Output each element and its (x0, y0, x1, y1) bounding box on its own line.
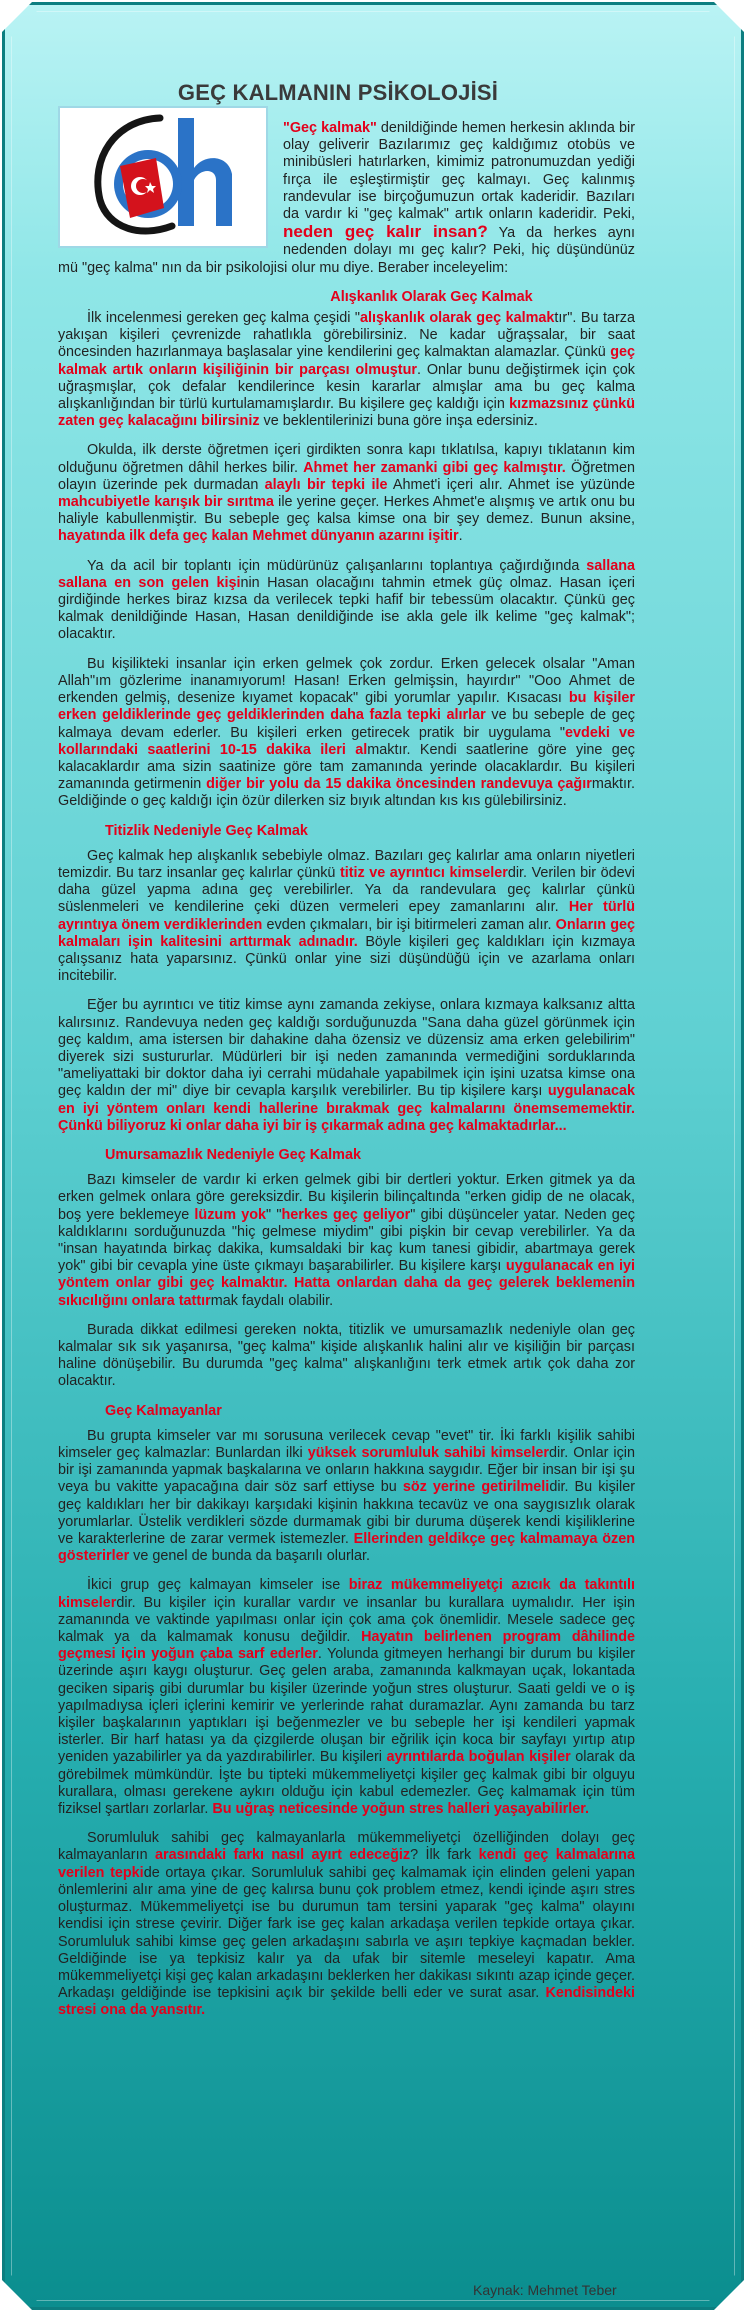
t: Okulda, ilk derste öğretmen içeri girdikten sonra kapı tıklatılsa, kapıyı tıklatanın kim olduğunu öğretmen dâhil herkes bilir. (58, 442, 635, 476)
intro-text-2: Ya da herkes aynı nedenden dolayı mı geç kalır? Peki, hiç düşündünüz mü "geç kalma" nın da bir psikolojisi olur mu diye. Beraber inceleyelim: (58, 225, 635, 276)
section-heading-meticulous: Titizlik Nedeniyle Geç Kalmak (105, 822, 308, 839)
never-late-paragraph-2 (58, 1577, 635, 1818)
t: Eğer bu ayrıntıcı ve titiz kimse aynı zamanda zekiyse, onlara kızmaya kalksanız altta kalırsınız. Randevuya neden geç kaldığı sorduğunuzda "Sana daha güzel görünmek için geç kaldım, ama istersen bir dahakine daha özensiz ve düzensiz ama erken gelebilirim" diyerek sizi susturu​rlar. Müdürleri bir işi neden zamanında vermediğini sorduklarında "ameliyattaki bir doktor daha iyi cerrahi müdahale yapabilmek için işini uzatsa kimse ona geç kaldın der mi" diye bir cevapla karşılık verebilirler. Bu tip kişilere karşı (58, 997, 635, 1100)
hl: diğer bir yolu da 15 dakika öncesinden randevuya çağır (206, 776, 592, 793)
t: Ahmet'i içeri alır. Ahmet ise yüzünde (387, 476, 635, 493)
t: nin Hasan olacağını tahmin etmek güç olmaz. Hasan içeri girdiğinde herkes biraz kızsa da verilecek tepki hafif bir tebessüm olacaktır. Çünkü geç kalmak denildiğinde Hasan, Hasan denildiğinde ise akla gele ilk kelime "geç kalmak"; olacaktır. (58, 574, 635, 643)
t: dir. Verilen bir ödevi daha güzel yapma adına geç verebilirler. Ya da randevulara geç kalırlar çünkü süslenmeleri ve kendilerine çeki düzen vermeleri epey zamanlarını alır. (58, 864, 635, 916)
hl: titiz ve ayrıntıcı kimseler (339, 864, 508, 881)
hl: Hayatın belirlenen program dâhilinde geçmesi için yoğun çaba sarf ederler (58, 1629, 635, 1663)
hl: arasındaki farkı nasıl ayırt edeceğiz (154, 1847, 411, 1864)
habit-paragraph-2 (58, 442, 635, 545)
hl: Ahmet her zamanki gibi geç kalmıştır. (303, 459, 566, 476)
t: İkici grup geç kalmayan kimseler ise (87, 1577, 349, 1594)
hl: kızmazsınız çünkü zaten geç kalacağını bilirsiniz (58, 396, 635, 430)
t: mak faydalı olabilir. (210, 1292, 334, 1309)
t: . (458, 528, 463, 545)
intro-question: neden geç kalır insan? (283, 222, 488, 242)
hl: hayatında ilk defa geç kalan Mehmet dünyanın azarını işitir (58, 528, 459, 545)
hl: Ellerinden geldikçe geç kalmamaya özen gösterirler (58, 1531, 635, 1565)
habit-paragraph-4 (58, 656, 635, 811)
meticulous-paragraph-2 (58, 997, 635, 1135)
t: " " (266, 1206, 282, 1223)
habit-paragraph-3 (58, 558, 635, 644)
t: dir. Bu kişiler için kurallar vardır ve insanlar bu kurallara uymalıdır. Her işin zamanında ve vaktinde yapılması onlar için çok ama çok önemlidir. Mesele sadece geç kalmak ya da kalmamak konusu değildir. (58, 1594, 635, 1646)
indifference-paragraph-1 (58, 1172, 635, 1310)
t: ve beklentilerinizi buna göre inşa edersiniz. (259, 413, 538, 430)
t: Sorumluluk sahibi geç kalmayanlarla mükemmeliyetçi özelliğinden dolayı geç kalmayanların (58, 1830, 635, 1864)
hl: söz yerine getirilmeli (402, 1479, 550, 1496)
meticulous-paragraph-1 (58, 848, 635, 986)
t: Bu kişilikteki insanlar için erken gelmek çok zordur. Erken gelecek olsalar "Aman Allah"ım gözlerime inanamıyorum! Hasan! Erken gelmişsin, hayırdır" "Ooo Ahmet de erkenden gelmiş, desenize kıyamet kopacak" gibi yorumlar yapılır. Kısacası (58, 655, 635, 707)
section-heading-indifference: Umursamazlık Nedeniyle Geç Kalmak (105, 1146, 361, 1163)
t: de ortaya çıkar. Sorumluluk sahibi geç kalmamak için elinden geleni yapan önlemlerini alır ama yine de geç kalırsa bunu çok problem etmez, kendi içinde aşırı stres oluşturmaz. Mükemmeliyetçi ise bu durumun tam tersini yaparak "geç kalma" olayını kendisi için strese çevirir. Diğer fark ise geç kalan arkadaşa verilen tepkide ortaya çıkar. Sorumluluk sahibi kimse geç gelen arkadaşını sabırla ve aşırı tepkiye kaçmadan bekler. Geldiğinde ise ya tepkisiz kalır ya da ufak bir sitemle meseleyi kapatır. Ama mükemmeliyetçi kişi geç kalan arkadaşını beklerken her dakikası sıkıntı azap içinde geçer. Arkadaşı geldiğinde ise tepkisini açık bir şekilde belli eder ve surat asar. (58, 1864, 635, 2002)
never-late-paragraph-1 (58, 1428, 635, 1566)
t: ve genel de bunda da başarılı olurlar. (129, 1548, 370, 1565)
t: maktır. Kendi saatlerine göre yine geç kalacaklardır ama sizin saatinize göre tam zamanında yerinde olacaklardır. Bu kişileri zamanında getirmenin (58, 741, 635, 793)
hl: Onların geç kalmaları işin kalitesini arttırmak adınadır. (58, 916, 636, 950)
article-body (58, 120, 635, 2032)
hl: uygulanacak en iyi yöntem onlar gibi geç kalmaktır. Hatta onlardan daha da geç gelerek beklemenin sıkıcılığını onlara tattır (58, 1258, 635, 1309)
t: Ya da acil bir toplantı için müdürünüz çalışanlarını toplantıya çağırdığında (87, 557, 587, 574)
t: . Onlar bunu değiştirmek için çok uğraşmışlar, çok defalar kendilerince kesin kararlar almışlar ama bu geç kalma alışkanlığından bir türlü kurtulamamışlardır. Bu kişilere geç kaldığı için (58, 361, 635, 413)
hl: uygulanacak en iyi yöntem onları kendi hallerine bırakmak geç kalmalarını önemsememektir. Çünkü biliyoruz ki onlar daha iyi bir iş çıkarmak adına geç kalmaktadırlar... (58, 1083, 635, 1134)
hl: Kendisindeki stresi ona da yansıtır. (58, 1985, 635, 2019)
hl: lüzum yok (194, 1206, 266, 1223)
t: olarak da görebilmek mümkündür. İşte bu tipteki mükemmeliyetçi kişiler geç kalmak gibi bir olguyu kurallara, olması gerekene aykırı olduğu için kabul edemezler. Geç kalmamak için tüm fiziksel şartları zorlarlar. (58, 1749, 635, 1818)
hl: bu kişiler erken geldiklerinde geç geldiklerinden daha fazla tepki alırlar (58, 690, 635, 724)
hl: alaylı bir tepki ile (264, 476, 388, 493)
t: Öğretmen olayın üzerinde pek durmadan (58, 459, 635, 493)
hl: ayrıntılarda boğulan kişiler (386, 1749, 571, 1766)
hl: yüksek sorumluluk sahibi kimseler (307, 1445, 550, 1462)
t: tır". Bu tarza yakışan kişileri çevrenizde rahatlıkla görebilirsiniz. Ne kadar uğraşsalar, bir saat öncesinden hazırlanmaya başlasalar yine kendilerini geç kalmaktan alamazlar. Çünkü (58, 310, 635, 361)
indifference-paragraph-2: Burada dikkat edilmesi gereken nokta, titizlik ve umursamazlık nedeniyle olan geç kalmalar sık sık yaşanırsa, "geç kalma" kişide alışkanlık halini alır ve kişiliğin bir parçası haline dönüşebilir. Bu durumda "geç kalma" alışkanlığını terk etmek artık çok daha zor olacaktır. (58, 1321, 635, 1390)
section-heading-habit: Alışkanlık Olarak Geç Kalmak (330, 288, 533, 305)
t: ve bu sebeple de geç kalmaya devam ederler. Bu kişileri erken getirecek pratik bir uygulama " (58, 707, 635, 741)
t: Bazı kimseler de vardır ki erken gelmek gibi bir dertleri yoktur. Erken gitmek ya da erken gelmek onlara göre gereksizdir. Bu kişilerin bilinçaltında "erken gidip de ne olacak, boş yere beklemeye (58, 1172, 635, 1223)
habit-paragraph-1 (58, 310, 635, 430)
intro-text-1: denildiğinde hemen herkesin aklında bir olay geliverir Bazılarımız geç kaldığımız otobüs ve minibüsleri hatırlarken, kimimiz patronumuzdan yediği fırça ile eşleştirmiştir geç kalmayı. Geç kalınmış randevular ise birçoğumuzun ortak kaderidir. Bazıları da vardır ki "geç kalmak" artık onların kaderidir. Peki, (283, 120, 635, 223)
t: Böyle kişileri geç kaldıkları için kızmaya çalışsanız hata yaparsınız. Çünkü onlar yine sizi düşündüğü için ve azarlama onları incitebilir. (58, 933, 636, 985)
t: dir. Onlar için bir işi zamanında yapmak başkalarına ve onların hakkına saygıdır. Eğer bir insan bir işi şu veya bu vakitte yapacağına dair söz sarf ettiyse bu (58, 1445, 636, 1496)
hl: sallana sallana en son gelen kişi (58, 557, 635, 591)
t: evden çıkmaları, bir işi bitirmeleri zaman alır. (262, 916, 556, 933)
never-late-paragraph-3 (58, 1830, 635, 2019)
t: İlk incelenmesi gereken geç kalma çeşidi " (87, 310, 361, 327)
t: Geç kalmak hep alışkanlık sebebiyle olmaz. Bazıları geç kalırlar ama onların niyetleri temizdir. Bu tarz insanlar geç kalırlar çünkü (58, 847, 635, 881)
hl: biraz mükemmeliyetçi azıcık da takıntılı kimseler (58, 1577, 635, 1611)
hl: evdeki ve kollarındaki saatlerini 10-15 dakika ileri al (58, 724, 635, 758)
page-title: GEÇ KALMANIN PSİKOLOJİSİ (177, 80, 499, 105)
t: . Yolunda gitmeyen herhangi bir durum bu kişiler üzerinde aşırı kaygı oluşturur. Geç gelen araba, zamanında kalkmayan uçak, lokantada geciken sipariş gibi durumlar bu kişiler üzerinde yoğun stres oluşturur. Saati geldi ve o iş yapılmadıysa içleri içlerini kemirir ve yerlerinde rahat duramazlar. Aynı zamanda bu tarz kişiler başkalarının yaptıkları işi beğenmezler ve bu sebeple her işi kendileri yapmak isterler. Bir harf hatası ya da çizgilerde oluşan bir eğrilik için koca bir sayfayı yırtıp atıp yeniden yazabilirler ya da yazdırabilirler. Bu kişileri (58, 1646, 635, 1766)
hl: herkes geç geliyor (281, 1206, 411, 1223)
hl: Bu uğraş neticesinde yoğun stres halleri yaşayabilirler. (212, 1801, 590, 1818)
h-logo-icon (60, 108, 266, 246)
hl: mahcubiyetle karışık bir sırıtma (58, 494, 274, 511)
intro-quote: "Geç kalmak" (283, 120, 377, 136)
hl: kendi geç kalmalarına verilen tepki (58, 1847, 635, 1881)
t: dir. Bu kişiler geç kaldıkları her bir dakikayı karşıdaki kişinin hakkına tecavüz ve ona saygısızlık olarak yorumlarlar. Üstelik verdikleri sözde durmamak gibi bir duruma düşerek kendi kişiliklerine ve karakterlerine de zarar vermek istemezler. (58, 1479, 635, 1548)
source-credit: Kaynak: Mehmet Teber (473, 2282, 617, 2298)
t: " gibi düşünceler yatar. Neden geç kaldıklarını sorduğunuzda "hiç gelmese miydim" gibi pişkin bir cevap verebilirler. Ya da "insan hayatında birkaç dakika, kumsaldaki bir kaç kum tanesi gibidir, abartmaya gerek yok" gibi bir cevapla yine üste çıkmayı başarabilirler. Bu kişilere karşı (58, 1206, 635, 1275)
article-logo (58, 106, 268, 248)
hl: alışkanlık olarak geç kalmak (360, 310, 555, 327)
t: ile yerine geçer. Herkes Ahmet'e alışmış ve artık onu bu haliyle kabullenmiştir. Bu sebeple geç kalsa kimse ona bir şey demez. Bunun aksine, (58, 494, 635, 528)
hl: Her türlü ayrıntıya önem verdiklerinden (58, 899, 636, 933)
t: maktır. Geldiğinde o geç kaldığı için özür dilerken siz bıyık altından kıs kıs gülebilirsiniz. (58, 776, 636, 810)
section-heading-never-late: Geç Kalmayanlar (105, 1402, 222, 1419)
t: ? İlk fark (410, 1847, 479, 1864)
t: Bu grupta kimseler var mı sorusuna verilecek cevap "evet" tir. İki farklı kişilik sahibi kimseler geç kalmazlar: Bunlardan ilki (58, 1427, 635, 1462)
hl: geç kalmak artık onların kişiliğinin bir parçası olmuştur (58, 344, 635, 378)
